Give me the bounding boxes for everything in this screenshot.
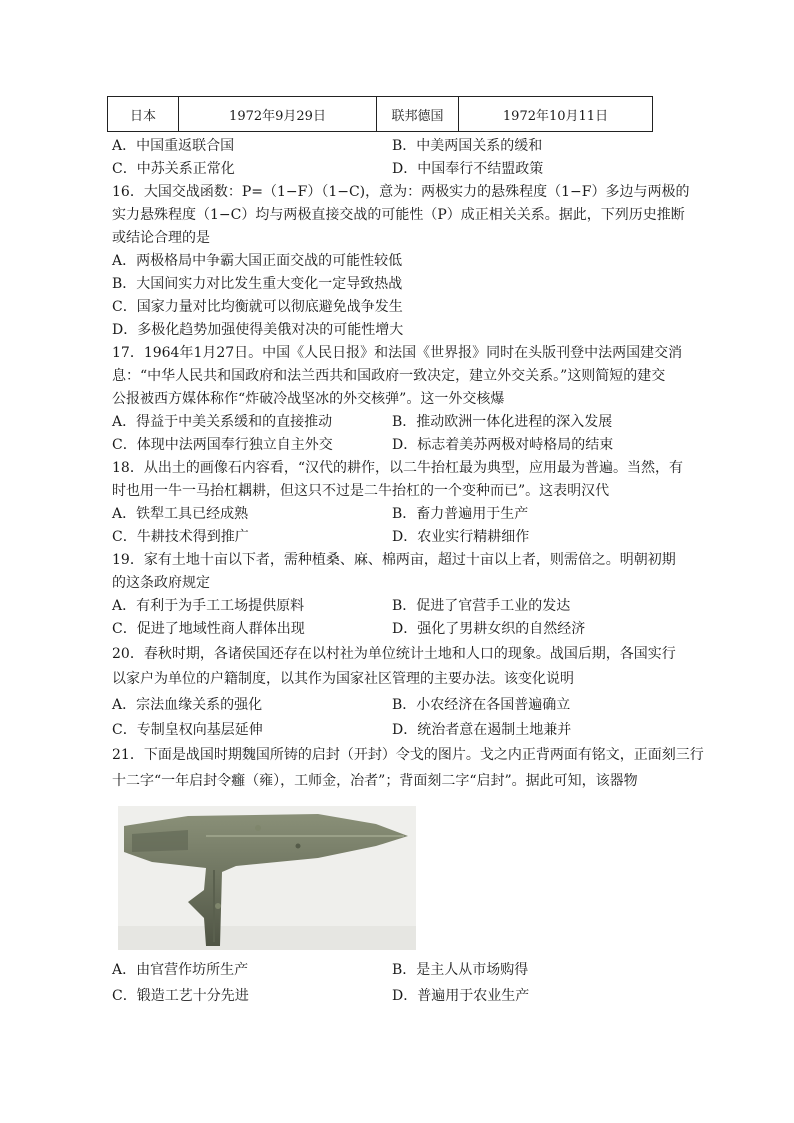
q15-option-d[interactable]: D．中国奉行不结盟政策 bbox=[392, 161, 544, 177]
q19-option-d[interactable]: D．强化了男耕女织的自然经济 bbox=[392, 621, 586, 637]
q21-option-c[interactable]: C．锻造工艺十分先进 bbox=[112, 988, 249, 1004]
q15-option-a[interactable]: A．中国重返联合国 bbox=[112, 138, 235, 154]
q21-stem-line: 21．下面是战国时期魏国所铸的启封（开封）令戈的图片。戈之内正背两面有铭文，正面刻三行 bbox=[112, 747, 704, 763]
q15-option-c[interactable]: C．中苏关系正常化 bbox=[112, 161, 235, 177]
q19-stem-line: 19．家有土地十亩以下者，需种植桑、麻、棉两亩，超过十亩以上者，则需倍之。明朝初期 bbox=[112, 552, 676, 568]
q19-option-a[interactable]: A．有利于为手工工场提供原料 bbox=[112, 598, 305, 614]
q16-stem-line: 16．大国交战函数：P=（1−F）（1−C)，意为：两极实力的悬殊程度（1−F）多边与两极的 bbox=[112, 184, 690, 200]
q17-stem-line: 息：“中华人民共和国政府和法兰西共和国政府一致决定，建立外交关系。”这则简短的建交 bbox=[112, 368, 666, 384]
q20-option-a[interactable]: A．宗法血缘关系的强化 bbox=[112, 697, 263, 713]
ge-weapon-illustration bbox=[118, 806, 416, 950]
q17-option-d[interactable]: D．标志着美苏两极对峙格局的结束 bbox=[392, 437, 614, 453]
table-row bbox=[108, 97, 653, 132]
q16-option-a[interactable]: A．两极格局中争霸大国正面交战的可能性较低 bbox=[112, 253, 403, 269]
q20-stem-line: 以家户为单位的户籍制度，以其作为国家社区管理的主要办法。该变化说明 bbox=[112, 671, 574, 687]
q20-option-c[interactable]: C．专制皇权向基层延伸 bbox=[112, 722, 263, 738]
q16-option-b[interactable]: B．大国间实力对比发生重大变化一定导致热战 bbox=[112, 276, 403, 292]
q21-option-b[interactable]: B．是主人从市场购得 bbox=[392, 962, 529, 978]
q16-option-c[interactable]: C．国家力量对比均衡就可以彻底避免战争发生 bbox=[112, 299, 403, 315]
diplomatic-date-table bbox=[107, 96, 653, 132]
q20-option-b[interactable]: B．小农经济在各国普遍确立 bbox=[392, 697, 571, 713]
q19-option-c[interactable]: C．促进了地域性商人群体出现 bbox=[112, 621, 305, 637]
q16-stem-line: 或结论合理的是 bbox=[112, 230, 210, 246]
q18-option-c[interactable]: C．牛耕技术得到推广 bbox=[112, 529, 249, 545]
q17-option-c[interactable]: C．体现中法两国奉行独立自主外交 bbox=[112, 437, 333, 453]
q17-option-b[interactable]: B．推动欧洲一体化进程的深入发展 bbox=[392, 414, 613, 430]
q17-option-a[interactable]: A．得益于中美关系缓和的直接推动 bbox=[112, 414, 333, 430]
q21-option-a[interactable]: A．由官营作坊所生产 bbox=[112, 962, 249, 978]
q18-option-d[interactable]: D．农业实行精耕细作 bbox=[392, 529, 530, 545]
q17-stem-line: 17．1964年1月27日。中国《人民日报》和法国《世界报》同时在头版刊登中法两国建交消 bbox=[112, 345, 683, 361]
table-cell: 日本 bbox=[108, 97, 179, 132]
q18-option-a[interactable]: A．铁犁工具已经成熟 bbox=[112, 506, 249, 522]
q16-option-d[interactable]: D．多极化趋势加强使得美俄对决的可能性增大 bbox=[112, 322, 404, 338]
q21-stem-line: 十二字“一年启封令癰（雍），工师金，冶者”；背面刻二字“启封”。据此可知，该器物 bbox=[112, 773, 638, 789]
q16-stem-line: 实力悬殊程度（1−C）均与两极直接交战的可能性（P）成正相关关系。据此，下列历史推断 bbox=[112, 207, 685, 223]
table-cell: 1972年9月29日 bbox=[179, 97, 377, 132]
q18-option-b[interactable]: B．畜力普遍用于生产 bbox=[392, 506, 529, 522]
bronze-ge-dagger-axe-photo bbox=[118, 806, 416, 950]
q18-stem-line: 时也用一牛一马抬杠耦耕，但这只不过是二牛抬杠的一个变种而已”。这表明汉代 bbox=[112, 483, 610, 499]
q18-stem-line: 18．从出土的画像石内容看，“汉代的耕作，以二牛抬杠最为典型，应用最为普遍。当然，有 bbox=[112, 460, 683, 476]
q17-stem-line: 公报被西方媒体称作“炸破冷战坚冰的外交核弹”。这一外交核爆 bbox=[112, 391, 505, 407]
table-cell: 联邦德国 bbox=[377, 97, 459, 132]
q20-stem-line: 20．春秋时期，各诸侯国还存在以村社为单位统计土地和人口的现象。战国后期，各国实行 bbox=[112, 646, 676, 662]
q21-option-d[interactable]: D．普遍用于农业生产 bbox=[392, 988, 530, 1004]
q20-option-d[interactable]: D．统治者意在遏制土地兼并 bbox=[392, 722, 572, 738]
q19-option-b[interactable]: B．促进了官营手工业的发达 bbox=[392, 598, 571, 614]
table-cell: 1972年10月11日 bbox=[459, 97, 653, 132]
q19-stem-line: 的这条政府规定 bbox=[112, 575, 210, 591]
q15-option-b[interactable]: B．中美两国关系的缓和 bbox=[392, 138, 543, 154]
